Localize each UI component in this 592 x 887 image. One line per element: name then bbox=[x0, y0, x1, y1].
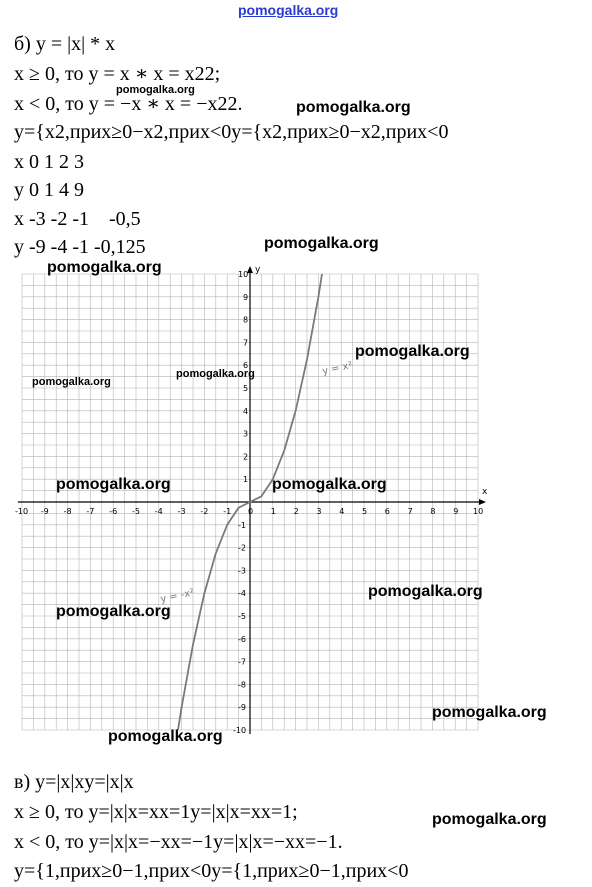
watermark: pomogalka.org bbox=[368, 583, 483, 600]
watermark: pomogalka.org bbox=[296, 99, 411, 116]
table-row-x2: x -3 -2 -1 -0,5 bbox=[14, 208, 141, 230]
watermark: pomogalka.org bbox=[272, 476, 387, 493]
watermark: pomogalka.org bbox=[355, 343, 470, 360]
watermark: pomogalka.org bbox=[32, 376, 111, 388]
x-tick-label: -4 bbox=[154, 507, 163, 516]
x-tick-label: 2 bbox=[293, 507, 299, 516]
y-tick-label: 2 bbox=[243, 452, 249, 462]
x-tick-label: 1 bbox=[270, 507, 276, 516]
annotation-negative: y = -x² bbox=[159, 587, 196, 606]
part-b-title: б) y = |x| * x bbox=[14, 33, 116, 55]
x-tick-label: 10 bbox=[473, 507, 484, 516]
y-tick-label: 6 bbox=[243, 361, 249, 371]
y-tick-label: 4 bbox=[243, 406, 249, 416]
y-axis-label: y bbox=[255, 265, 261, 275]
x-tick-label: 8 bbox=[430, 507, 436, 516]
x-tick-label: -2 bbox=[200, 507, 209, 516]
watermark: pomogalka.org bbox=[432, 704, 547, 721]
y-tick-label: 5 bbox=[243, 384, 249, 393]
x-tick-label: 6 bbox=[384, 507, 390, 516]
watermark: pomogalka.org bbox=[108, 728, 223, 745]
annotation-positive: y = x² bbox=[321, 360, 354, 378]
y-tick-label: -2 bbox=[238, 543, 246, 553]
watermark: pomogalka.org bbox=[264, 235, 379, 252]
y-tick-label: -4 bbox=[238, 589, 246, 599]
y-tick-label: 7 bbox=[243, 338, 249, 348]
part-v-piecewise: y={1,прих≥0−1,прих<0y={1,прих≥0−1,прих<0 bbox=[14, 860, 409, 882]
x-tick-label: -1 bbox=[223, 507, 232, 516]
watermark: pomogalka.org bbox=[56, 603, 171, 620]
watermark: pomogalka.org bbox=[56, 476, 171, 493]
function-graph bbox=[12, 262, 500, 742]
watermark-top[interactable]: pomogalka.org bbox=[238, 2, 339, 18]
x-tick-label: 3 bbox=[316, 507, 322, 516]
y-tick-label: -5 bbox=[238, 612, 246, 621]
x-tick-label: -8 bbox=[63, 507, 72, 516]
x-tick-label: -5 bbox=[132, 507, 140, 516]
watermark: pomogalka.org bbox=[116, 84, 195, 96]
part-b-piecewise: y={x2,прих≥0−x2,прих<0y={x2,прих≥0−x2,прих<0 bbox=[14, 121, 449, 143]
part-v-title: в) y=|x|xy=|x|x bbox=[14, 771, 134, 793]
x-axis-arrow bbox=[479, 499, 486, 505]
y-tick-label: 8 bbox=[243, 315, 249, 325]
part-b-case-negative: x < 0, то y = −x ∗ x = −x22. bbox=[14, 93, 243, 115]
x-tick-label: 4 bbox=[339, 507, 345, 516]
table-row-y1: y 0 1 4 9 bbox=[14, 179, 84, 201]
watermark: pomogalka.org bbox=[432, 811, 547, 828]
part-v-case-negative: x < 0, то y=|x|x=−xx=−1y=|x|x=−xx=−1. bbox=[14, 831, 343, 853]
y-tick-label: -10 bbox=[233, 726, 247, 735]
y-tick-label: -9 bbox=[238, 703, 246, 713]
x-tick-label: -10 bbox=[15, 507, 29, 516]
y-tick-label: 9 bbox=[243, 292, 249, 302]
x-tick-label: 5 bbox=[362, 507, 368, 516]
watermark: pomogalka.org bbox=[176, 368, 255, 380]
y-tick-label: -3 bbox=[238, 566, 246, 576]
y-tick-label: -1 bbox=[238, 520, 246, 530]
x-tick-label: 0 bbox=[248, 507, 254, 516]
x-tick-label: 9 bbox=[453, 507, 459, 516]
x-tick-label: 7 bbox=[407, 507, 413, 516]
part-b-case-positive: x ≥ 0, то y = x ∗ x = x22; bbox=[14, 63, 221, 85]
y-tick-label: 10 bbox=[238, 270, 249, 279]
y-tick-label: -7 bbox=[238, 657, 246, 667]
x-axis-label: x bbox=[482, 487, 488, 497]
x-tick-label: -3 bbox=[177, 507, 186, 516]
table-row-x1: x 0 1 2 3 bbox=[14, 151, 84, 173]
x-tick-label: -9 bbox=[40, 507, 49, 516]
y-tick-label: -6 bbox=[238, 634, 246, 644]
part-v-case-positive: x ≥ 0, то y=|x|x=xx=1y=|x|x=xx=1; bbox=[14, 801, 298, 823]
y-tick-label: -8 bbox=[238, 680, 246, 690]
table-row-y2: y -9 -4 -1 -0,125 bbox=[14, 236, 146, 258]
y-tick-label: 1 bbox=[243, 475, 249, 485]
x-tick-label: -6 bbox=[109, 507, 118, 516]
x-tick-label: -7 bbox=[86, 507, 95, 516]
watermark: pomogalka.org bbox=[47, 259, 162, 276]
y-tick-label: 3 bbox=[243, 429, 249, 439]
